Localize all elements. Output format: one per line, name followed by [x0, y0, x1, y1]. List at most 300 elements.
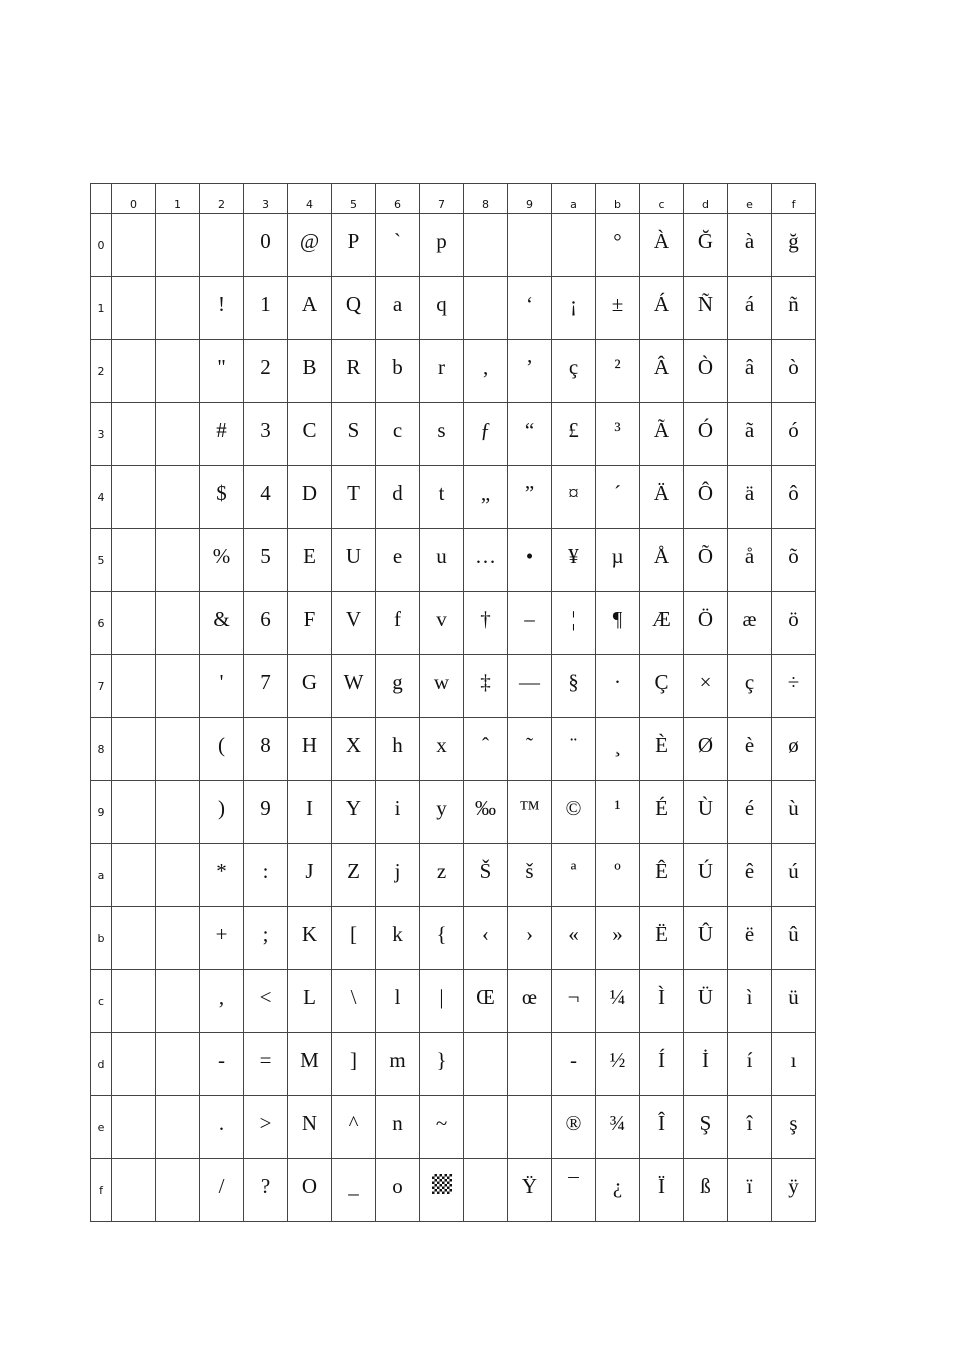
glyph-cell-cf: ü	[772, 970, 816, 1033]
glyph-cell-a7: z	[420, 844, 464, 907]
glyph-cell-c9: œ	[508, 970, 552, 1033]
glyph-cell-63: 6	[244, 592, 288, 655]
glyph-cell-89: ˜	[508, 718, 552, 781]
glyph-cell-f3: ?	[244, 1159, 288, 1222]
glyph-cell-d5: ]	[332, 1033, 376, 1096]
table-row	[91, 277, 816, 340]
glyph-cell-7f: ÷	[772, 655, 816, 718]
glyph-cell-b9: ›	[508, 907, 552, 970]
glyph-cell-80	[112, 718, 156, 781]
glyph-cell-58: …	[464, 529, 508, 592]
glyph-cell-74: G	[288, 655, 332, 718]
glyph-cell-ae: ê	[728, 844, 772, 907]
glyph-cell-33: 3	[244, 403, 288, 466]
corner-cell	[91, 184, 112, 214]
glyph-cell-ba: «	[552, 907, 596, 970]
glyph-cell-f0	[112, 1159, 156, 1222]
glyph-cell-4b: ´	[596, 466, 640, 529]
glyph-cell-94: I	[288, 781, 332, 844]
glyph-cell-6d: Ö	[684, 592, 728, 655]
glyph-cell-07: p	[420, 214, 464, 277]
glyph-cell-c0	[112, 970, 156, 1033]
glyph-cell-e0	[112, 1096, 156, 1159]
glyph-cell-15: Q	[332, 277, 376, 340]
table-row	[91, 592, 816, 655]
glyph-cell-68: †	[464, 592, 508, 655]
glyph-cell-32: #	[200, 403, 244, 466]
glyph-cell-d2: -	[200, 1033, 244, 1096]
row-header-6: 6	[91, 592, 112, 655]
glyph-cell-b6: k	[376, 907, 420, 970]
glyph-cell-f5: _	[332, 1159, 376, 1222]
table-row	[91, 781, 816, 844]
glyph-cell-aa: ª	[552, 844, 596, 907]
glyph-cell-b0	[112, 907, 156, 970]
glyph-cell-96: i	[376, 781, 420, 844]
glyph-cell-81	[156, 718, 200, 781]
glyph-cell-14: A	[288, 277, 332, 340]
glyph-cell-8e: è	[728, 718, 772, 781]
glyph-cell-36: c	[376, 403, 420, 466]
table-row	[91, 340, 816, 403]
glyph-cell-a3: :	[244, 844, 288, 907]
row-header-8: 8	[91, 718, 112, 781]
glyph-cell-34: C	[288, 403, 332, 466]
glyph-cell-dc: Í	[640, 1033, 684, 1096]
glyph-cell-e7: ~	[420, 1096, 464, 1159]
glyph-cell-3e: ã	[728, 403, 772, 466]
glyph-cell-c2: ,	[200, 970, 244, 1033]
glyph-cell-bd: Û	[684, 907, 728, 970]
glyph-cell-06: `	[376, 214, 420, 277]
row-header-7: 7	[91, 655, 112, 718]
glyph-cell-fa: ¯	[552, 1159, 596, 1222]
character-code-table	[90, 183, 816, 1222]
glyph-cell-8f: ø	[772, 718, 816, 781]
table-row	[91, 1159, 816, 1222]
glyph-cell-87: x	[420, 718, 464, 781]
glyph-cell-54: E	[288, 529, 332, 592]
glyph-cell-b3: ;	[244, 907, 288, 970]
glyph-cell-8d: Ø	[684, 718, 728, 781]
glyph-cell-7b: ·	[596, 655, 640, 718]
glyph-cell-41	[156, 466, 200, 529]
glyph-cell-c8: Œ	[464, 970, 508, 1033]
glyph-cell-03: 0	[244, 214, 288, 277]
glyph-cell-5a: ¥	[552, 529, 596, 592]
glyph-cell-19: ‘	[508, 277, 552, 340]
glyph-cell-ca: ¬	[552, 970, 596, 1033]
column-header-a: a	[552, 184, 596, 214]
glyph-cell-e3: >	[244, 1096, 288, 1159]
glyph-cell-2c: Â	[640, 340, 684, 403]
glyph-cell-c6: l	[376, 970, 420, 1033]
table-row	[91, 529, 816, 592]
glyph-cell-50	[112, 529, 156, 592]
glyph-cell-98: ‰	[464, 781, 508, 844]
glyph-cell-da: -	[552, 1033, 596, 1096]
glyph-cell-52: %	[200, 529, 244, 592]
glyph-cell-51	[156, 529, 200, 592]
row-header-0: 0	[91, 214, 112, 277]
glyph-cell-11	[156, 277, 200, 340]
glyph-cell-12: !	[200, 277, 244, 340]
glyph-cell-c3: <	[244, 970, 288, 1033]
row-header-9: 9	[91, 781, 112, 844]
glyph-cell-13: 1	[244, 277, 288, 340]
column-header-3: 3	[244, 184, 288, 214]
glyph-cell-9f: ù	[772, 781, 816, 844]
table-row	[91, 466, 816, 529]
glyph-cell-9e: é	[728, 781, 772, 844]
glyph-cell-22: "	[200, 340, 244, 403]
glyph-cell-d7: }	[420, 1033, 464, 1096]
glyph-cell-44: D	[288, 466, 332, 529]
glyph-cell-05: P	[332, 214, 376, 277]
glyph-cell-0b: °	[596, 214, 640, 277]
glyph-cell-e5: ^	[332, 1096, 376, 1159]
glyph-cell-1e: á	[728, 277, 772, 340]
glyph-cell-40	[112, 466, 156, 529]
glyph-cell-7e: ç	[728, 655, 772, 718]
glyph-cell-0d: Ğ	[684, 214, 728, 277]
glyph-cell-30	[112, 403, 156, 466]
glyph-cell-c5: \	[332, 970, 376, 1033]
row-header-1: 1	[91, 277, 112, 340]
column-header-d: d	[684, 184, 728, 214]
row-header-f: f	[91, 1159, 112, 1222]
glyph-cell-39: “	[508, 403, 552, 466]
glyph-cell-a1	[156, 844, 200, 907]
glyph-cell-25: R	[332, 340, 376, 403]
glyph-cell-f1	[156, 1159, 200, 1222]
glyph-cell-2f: ò	[772, 340, 816, 403]
glyph-cell-f9: Ÿ	[508, 1159, 552, 1222]
glyph-cell-82: (	[200, 718, 244, 781]
glyph-cell-6b: ¶	[596, 592, 640, 655]
glyph-cell-7d: ×	[684, 655, 728, 718]
row-header-e: e	[91, 1096, 112, 1159]
glyph-cell-62: &	[200, 592, 244, 655]
glyph-cell-d3: =	[244, 1033, 288, 1096]
glyph-cell-2b: ²	[596, 340, 640, 403]
table-row	[91, 718, 816, 781]
code-table-body	[91, 214, 816, 1222]
glyph-cell-a5: Z	[332, 844, 376, 907]
glyph-cell-31	[156, 403, 200, 466]
glyph-cell-be: ë	[728, 907, 772, 970]
glyph-cell-ad: Ú	[684, 844, 728, 907]
glyph-cell-0a	[552, 214, 596, 277]
glyph-cell-56: e	[376, 529, 420, 592]
glyph-cell-21	[156, 340, 200, 403]
glyph-cell-18	[464, 277, 508, 340]
glyph-cell-2a: ç	[552, 340, 596, 403]
table-row	[91, 1096, 816, 1159]
glyph-cell-43: 4	[244, 466, 288, 529]
glyph-cell-fb: ¿	[596, 1159, 640, 1222]
glyph-cell-f6: o	[376, 1159, 420, 1222]
column-header-9: 9	[508, 184, 552, 214]
glyph-cell-ef: ş	[772, 1096, 816, 1159]
glyph-cell-fe: ï	[728, 1159, 772, 1222]
glyph-cell-6f: ö	[772, 592, 816, 655]
glyph-cell-3a: £	[552, 403, 596, 466]
glyph-cell-6e: æ	[728, 592, 772, 655]
glyph-cell-e2: .	[200, 1096, 244, 1159]
column-header-1: 1	[156, 184, 200, 214]
glyph-cell-65: V	[332, 592, 376, 655]
glyph-cell-46: d	[376, 466, 420, 529]
glyph-cell-4a: ¤	[552, 466, 596, 529]
row-header-c: c	[91, 970, 112, 1033]
glyph-cell-db: ½	[596, 1033, 640, 1096]
glyph-cell-e6: n	[376, 1096, 420, 1159]
glyph-cell-f8	[464, 1159, 508, 1222]
glyph-cell-61	[156, 592, 200, 655]
column-header-4: 4	[288, 184, 332, 214]
glyph-cell-de: í	[728, 1033, 772, 1096]
glyph-cell-90	[112, 781, 156, 844]
glyph-cell-7c: Ç	[640, 655, 684, 718]
column-header-c: c	[640, 184, 684, 214]
glyph-cell-dd: İ	[684, 1033, 728, 1096]
glyph-cell-4e: ä	[728, 466, 772, 529]
glyph-cell-76: g	[376, 655, 420, 718]
glyph-cell-a4: J	[288, 844, 332, 907]
glyph-cell-ab: º	[596, 844, 640, 907]
glyph-cell-3d: Ó	[684, 403, 728, 466]
glyph-cell-38: ƒ	[464, 403, 508, 466]
glyph-cell-00	[112, 214, 156, 277]
glyph-cell-b5: [	[332, 907, 376, 970]
glyph-cell-0e: à	[728, 214, 772, 277]
glyph-cell-37: s	[420, 403, 464, 466]
table-row	[91, 403, 816, 466]
glyph-cell-e1	[156, 1096, 200, 1159]
glyph-cell-04: @	[288, 214, 332, 277]
glyph-cell-8b: ¸	[596, 718, 640, 781]
glyph-cell-3c: Ã	[640, 403, 684, 466]
glyph-cell-6a: ¦	[552, 592, 596, 655]
column-header-2: 2	[200, 184, 244, 214]
glyph-cell-bf: û	[772, 907, 816, 970]
glyph-cell-0c: À	[640, 214, 684, 277]
table-row	[91, 907, 816, 970]
glyph-cell-0f: ğ	[772, 214, 816, 277]
glyph-cell-28: ‚	[464, 340, 508, 403]
glyph-cell-cb: ¼	[596, 970, 640, 1033]
column-header-e: e	[728, 184, 772, 214]
glyph-cell-53: 5	[244, 529, 288, 592]
glyph-cell-c7: |	[420, 970, 464, 1033]
glyph-cell-1f: ñ	[772, 277, 816, 340]
glyph-cell-d6: m	[376, 1033, 420, 1096]
table-row	[91, 214, 816, 277]
row-header-4: 4	[91, 466, 112, 529]
glyph-cell-64: F	[288, 592, 332, 655]
glyph-cell-a9: š	[508, 844, 552, 907]
glyph-cell-ee: î	[728, 1096, 772, 1159]
glyph-cell-4d: Ô	[684, 466, 728, 529]
column-header-f: f	[772, 184, 816, 214]
glyph-cell-27: r	[420, 340, 464, 403]
glyph-cell-c1	[156, 970, 200, 1033]
column-header-6: 6	[376, 184, 420, 214]
glyph-cell-5f: õ	[772, 529, 816, 592]
glyph-cell-7a: §	[552, 655, 596, 718]
column-header-row	[91, 184, 816, 214]
glyph-cell-93: 9	[244, 781, 288, 844]
table-row	[91, 1033, 816, 1096]
glyph-cell-73: 7	[244, 655, 288, 718]
glyph-cell-1a: ¡	[552, 277, 596, 340]
glyph-cell-83: 8	[244, 718, 288, 781]
glyph-cell-66: f	[376, 592, 420, 655]
glyph-cell-02	[200, 214, 244, 277]
column-header-8: 8	[464, 184, 508, 214]
glyph-cell-20	[112, 340, 156, 403]
glyph-cell-9b: ¹	[596, 781, 640, 844]
glyph-cell-ed: Ş	[684, 1096, 728, 1159]
row-header-2: 2	[91, 340, 112, 403]
glyph-cell-d1	[156, 1033, 200, 1096]
glyph-cell-a8: Š	[464, 844, 508, 907]
glyph-cell-3b: ³	[596, 403, 640, 466]
glyph-cell-5c: Å	[640, 529, 684, 592]
glyph-cell-c4: L	[288, 970, 332, 1033]
glyph-cell-95: Y	[332, 781, 376, 844]
glyph-cell-35: S	[332, 403, 376, 466]
glyph-cell-92: )	[200, 781, 244, 844]
glyph-cell-01	[156, 214, 200, 277]
glyph-cell-48: „	[464, 466, 508, 529]
glyph-cell-1c: Á	[640, 277, 684, 340]
column-header-b: b	[596, 184, 640, 214]
glyph-cell-b2: +	[200, 907, 244, 970]
glyph-cell-42: $	[200, 466, 244, 529]
glyph-cell-9d: Ù	[684, 781, 728, 844]
glyph-cell-cc: Ì	[640, 970, 684, 1033]
glyph-cell-5b: µ	[596, 529, 640, 592]
glyph-cell-ac: Ê	[640, 844, 684, 907]
glyph-cell-a2: *	[200, 844, 244, 907]
glyph-cell-e8	[464, 1096, 508, 1159]
glyph-cell-69: –	[508, 592, 552, 655]
glyph-cell-45: T	[332, 466, 376, 529]
glyph-cell-4c: Ä	[640, 466, 684, 529]
glyph-cell-ea: ®	[552, 1096, 596, 1159]
glyph-cell-86: h	[376, 718, 420, 781]
glyph-cell-2d: Ò	[684, 340, 728, 403]
glyph-cell-f2: /	[200, 1159, 244, 1222]
glyph-cell-a6: j	[376, 844, 420, 907]
glyph-cell-ff: ÿ	[772, 1159, 816, 1222]
glyph-cell-75: W	[332, 655, 376, 718]
column-header-5: 5	[332, 184, 376, 214]
glyph-cell-3f: ó	[772, 403, 816, 466]
glyph-cell-26: b	[376, 340, 420, 403]
glyph-cell-e9	[508, 1096, 552, 1159]
glyph-cell-b4: K	[288, 907, 332, 970]
glyph-cell-bc: Ë	[640, 907, 684, 970]
column-header-0: 0	[112, 184, 156, 214]
glyph-cell-23: 2	[244, 340, 288, 403]
row-header-a: a	[91, 844, 112, 907]
glyph-cell-49: ”	[508, 466, 552, 529]
glyph-cell-29: ’	[508, 340, 552, 403]
glyph-cell-f4: O	[288, 1159, 332, 1222]
glyph-cell-16: a	[376, 277, 420, 340]
glyph-cell-cd: Ü	[684, 970, 728, 1033]
row-header-b: b	[91, 907, 112, 970]
glyph-cell-bb: »	[596, 907, 640, 970]
glyph-cell-b7: {	[420, 907, 464, 970]
glyph-cell-70	[112, 655, 156, 718]
glyph-cell-b1	[156, 907, 200, 970]
glyph-cell-2e: â	[728, 340, 772, 403]
glyph-cell-55: U	[332, 529, 376, 592]
glyph-cell-b8: ‹	[464, 907, 508, 970]
table-row	[91, 655, 816, 718]
glyph-cell-08	[464, 214, 508, 277]
glyph-cell-8a: ¨	[552, 718, 596, 781]
table-row	[91, 844, 816, 907]
glyph-cell-57: u	[420, 529, 464, 592]
glyph-cell-9a: ©	[552, 781, 596, 844]
glyph-cell-e4: N	[288, 1096, 332, 1159]
glyph-cell-d8	[464, 1033, 508, 1096]
glyph-cell-84: H	[288, 718, 332, 781]
glyph-cell-97: y	[420, 781, 464, 844]
glyph-cell-67: v	[420, 592, 464, 655]
glyph-cell-eb: ¾	[596, 1096, 640, 1159]
glyph-cell-5d: Õ	[684, 529, 728, 592]
glyph-cell-d9	[508, 1033, 552, 1096]
row-header-d: d	[91, 1033, 112, 1096]
glyph-cell-9c: É	[640, 781, 684, 844]
glyph-cell-77: w	[420, 655, 464, 718]
glyph-cell-fd: ß	[684, 1159, 728, 1222]
glyph-cell-d0	[112, 1033, 156, 1096]
glyph-cell-4f: ô	[772, 466, 816, 529]
glyph-cell-59: •	[508, 529, 552, 592]
glyph-cell-78: ‡	[464, 655, 508, 718]
glyph-cell-5e: å	[728, 529, 772, 592]
glyph-cell-72: '	[200, 655, 244, 718]
glyph-cell-79: —	[508, 655, 552, 718]
glyph-cell-6c: Æ	[640, 592, 684, 655]
glyph-cell-71	[156, 655, 200, 718]
checkered-shade-icon	[432, 1174, 452, 1194]
glyph-cell-a0	[112, 844, 156, 907]
row-header-5: 5	[91, 529, 112, 592]
glyph-cell-1d: Ñ	[684, 277, 728, 340]
glyph-cell-ce: ì	[728, 970, 772, 1033]
glyph-cell-09	[508, 214, 552, 277]
glyph-cell-10	[112, 277, 156, 340]
glyph-cell-17: q	[420, 277, 464, 340]
glyph-cell-24: B	[288, 340, 332, 403]
glyph-cell-91	[156, 781, 200, 844]
glyph-cell-88: ˆ	[464, 718, 508, 781]
glyph-cell-ec: Î	[640, 1096, 684, 1159]
column-header-7: 7	[420, 184, 464, 214]
glyph-cell-fc: Ï	[640, 1159, 684, 1222]
glyph-cell-85: X	[332, 718, 376, 781]
glyph-cell-1b: ±	[596, 277, 640, 340]
glyph-cell-df: ı	[772, 1033, 816, 1096]
